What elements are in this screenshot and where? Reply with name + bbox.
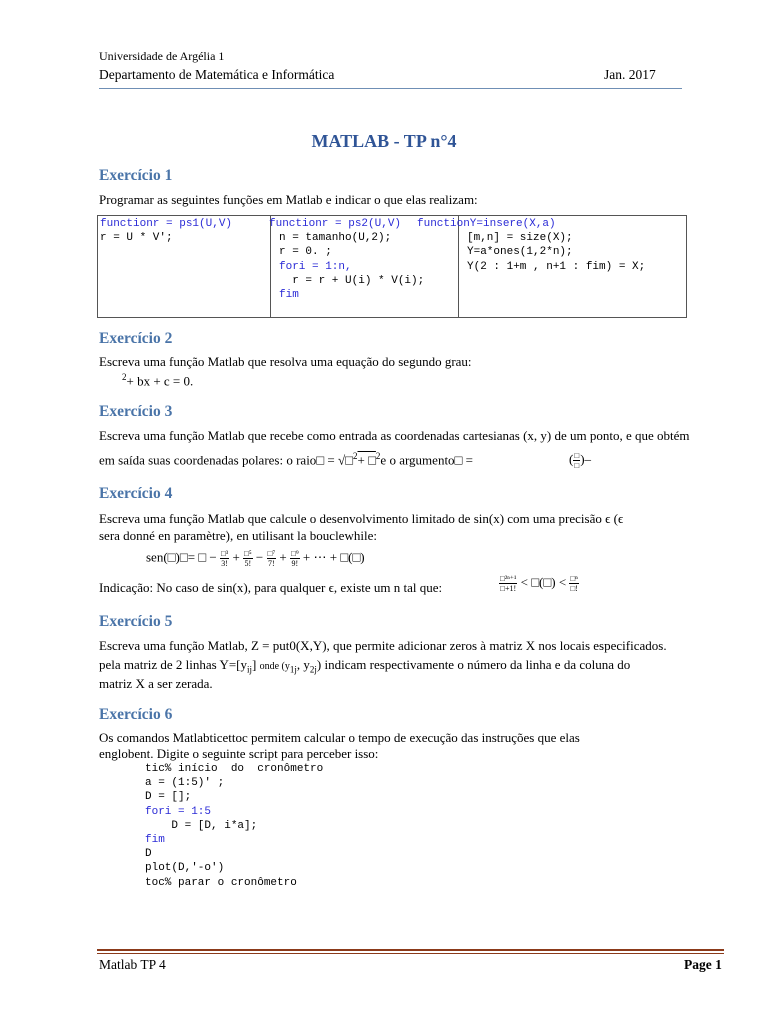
radical-term: + □ [357,452,376,468]
inequality-middle: < □(□) < [520,574,567,590]
exercise-2-heading: Exercício 2 [99,330,173,347]
code-line: tic% início do cronômetro [145,763,324,775]
exercise-4-line-1: Escreva uma função Matlab que calcule o desenvolvimento limitado de sin(x) com uma precisão ϵ (ϵ [99,511,624,526]
code-line: fim [145,834,165,847]
lower-bound-denominator: □+1! [500,584,517,593]
term-denominator: 9! [291,559,299,568]
exercise-2-text: Escreva uma função Matlab que resolva uma equação do segundo grau: [99,354,472,369]
code-line: toc% parar o cronômetro [145,876,297,889]
subscript: 2j [309,664,317,675]
small-text: onde (y [259,661,290,672]
exercise-4-heading: Exercício 4 [99,485,173,502]
taylor-series-formula [146,549,365,568]
exercise-5-heading: Exercício 5 [99,613,173,630]
term-fraction [267,549,277,568]
exercise-3-line-1: Escreva uma função Matlab que recebe como entrada as coordenadas cartesianas (x, y) de um ponto, e que obtém [99,428,690,443]
exercise-3-heading: Exercício 3 [99,403,173,420]
exercise-5-line-3: matriz X a ser zerada. [99,676,213,691]
code-line: fori = 1:5 [145,805,212,818]
lower-bound-fraction [499,574,517,593]
polar-radius-text: em saída suas coordenadas polares: o raio□ = √□ [99,452,353,468]
footer-title: Matlab TP 4 [99,957,166,972]
term-numerator: □⁹ [290,549,299,558]
exercise-6-line-2: englobent. Digite o seguinte script para perceber isso: [99,746,379,761]
matrix-text: pela matriz de 2 linhas Y=[y [99,657,247,672]
page-number: Page 1 [684,957,722,972]
upper-bound-fraction [569,574,578,593]
exercise-6-heading: Exercício 6 [99,706,173,723]
fraction-numerator: □ [574,451,580,460]
equation-text: + bx + c = 0. [126,373,194,389]
polar-argument-text: e o argumento□ = [380,452,473,468]
exponent: 2 [375,451,381,461]
operator: + [279,549,287,565]
header-date: Jan. 2017 [604,67,656,82]
code-line: n = tamanho(U,2); [279,232,392,245]
code-line: functionr = ps1(U,V) [100,218,233,230]
code-line: fim [279,289,299,302]
exercise-5-line-1: Escreva uma função Matlab, Z = put0(X,Y), que permite adicionar zeros à matriz X nos locais especificados. [99,638,667,653]
term-fraction [243,549,253,568]
exponent: 2 [352,451,358,461]
operator: − [255,549,264,565]
paren-open: ( [569,451,574,467]
university-name: Universidade de Argélia 1 [99,49,225,63]
upper-bound-numerator: □ⁿ [570,574,578,583]
exercise-1-heading: Exercício 1 [99,167,173,184]
argument-formula [569,451,591,470]
code-table [97,215,687,318]
equation-exponent: 2 [122,372,127,382]
code-line: [m,n] = size(X); [467,232,573,245]
code-line: Y(2 : 1+m , n+1 : fim) = X; [467,260,646,273]
fraction-denominator: □ [574,461,580,470]
quadratic-equation [122,372,193,389]
exercise-6-line-1: Os comandos Matlabticettoc permitem calcular o tempo de execução das instruções que elas [99,730,580,745]
term-denominator: 5! [244,559,252,568]
hint-inequality [499,574,579,593]
formula-tail: + ⋯ + □(□) [302,549,365,565]
term-fraction [290,549,300,568]
code-line: D = [D, i*a]; [145,819,258,832]
code-line: D [145,848,152,861]
subscript: 1j [289,664,297,675]
term-denominator: 7! [267,559,275,568]
footer-rule-thin [97,953,724,954]
code-line: Y=a*ones(1,2*n); [467,246,573,259]
exercise-5-line-2 [99,657,630,675]
code-cell-ps1 [98,216,271,318]
term-denominator: 3! [221,559,228,568]
exercise-4-hint: Indicação: No caso de sin(x), para qualquer ϵ, existe um n tal que: [99,580,443,595]
exercise-4-line-2: sera donné en paramètre), en utilisant la bouclewhile: [99,528,377,543]
header-rule [99,88,682,89]
separator: , y [296,657,310,672]
lower-bound-numerator: □²ⁿ⁺¹ [500,574,517,583]
code-line: D = []; [145,791,192,804]
term-numerator: □⁷ [267,549,276,558]
department-name: Departamento de Matemática e Informática [99,67,335,82]
exercise-1-text: Programar as seguintes funções em Matlab e indicar o que elas realizam: [99,192,478,207]
code-line: functionY=insere(X,a) [417,218,556,230]
exercise-3-line-2 [99,451,473,468]
code-line: plot(D,'-o') [145,862,225,875]
paren-close: )– [580,451,592,467]
code-line: r = r + U(i) * V(i); [279,274,425,287]
upper-bound-denominator: □! [570,584,578,593]
code-cell-insere [417,216,687,318]
subscript: ij [247,664,253,675]
footer-rule [97,949,724,951]
matrix-bracket: ] [252,657,260,672]
term-numerator: □⁵ [244,549,252,558]
term-numerator: □³ [220,549,229,558]
operator: + [232,549,240,565]
term-fraction [220,549,229,568]
description-text: ) indicam respectivamente o número da linha e da coluna do [316,657,631,672]
formula-lhs: sen(□)□= □ − [146,549,217,565]
page-title: MATLAB - TP n°4 [311,131,457,151]
code-line: r = 0. ; [279,246,332,259]
code-line: r = U * V'; [100,232,173,245]
code-line: fori = 1:n, [279,260,352,273]
code-line: functionr = ps2(U,V) [269,218,402,230]
script-block [145,762,323,890]
code-line: a = (1:5)' ; [145,777,225,790]
